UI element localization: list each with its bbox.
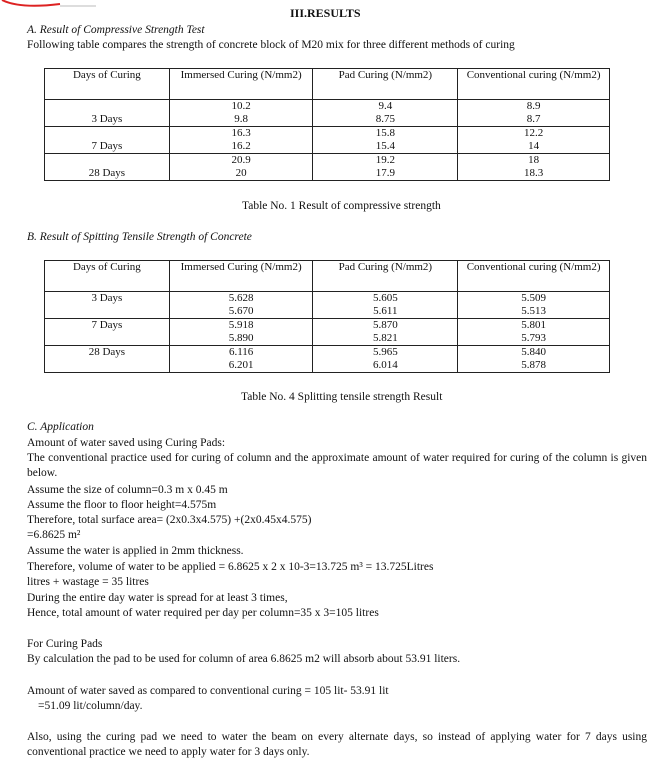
immersed-cell	[169, 154, 313, 181]
immersed-value: 6.201	[228, 359, 254, 371]
pad-value: 5.605	[372, 292, 398, 304]
spread-times-line: During the entire day water is spread for at least 3 times,	[27, 592, 288, 604]
pad-cell	[313, 100, 458, 127]
immersed-cell	[169, 100, 313, 127]
conventional-value: 5.793	[521, 332, 546, 344]
red-arc-logo-fragment	[0, 0, 96, 8]
pad-cell	[313, 319, 458, 346]
conventional-cell	[458, 100, 610, 127]
header-immersed: Immersed Curing (N/mm2)	[169, 261, 313, 292]
immersed-cell	[169, 127, 313, 154]
floor-height-line: Assume the floor to floor height=4.575m	[27, 499, 217, 511]
table-4-caption: Table No. 4 Splitting tensile strength Result	[241, 391, 443, 403]
table-row	[45, 154, 610, 181]
days-cell: 3 Days	[45, 292, 170, 319]
compressive-strength-table	[44, 68, 610, 181]
immersed-value: 16.3	[231, 127, 251, 139]
conventional-value: 5.513	[521, 305, 546, 317]
pad-value: 17.9	[375, 167, 395, 179]
surface-area-line: Therefore, total surface area= (2x0.3x4.575) +(2x0.45x4.575)	[27, 514, 312, 526]
section-title: III.RESULTS	[290, 6, 361, 20]
conventional-value: 5.801	[521, 319, 546, 331]
immersed-cell	[169, 319, 313, 346]
section-c-heading: C. Application	[27, 421, 94, 433]
days-cell: 7 Days	[45, 127, 170, 154]
section-a-intro: Following table compares the strength of concrete block of M20 mix for three different methods of curing	[27, 39, 515, 51]
pad-cell	[313, 127, 458, 154]
immersed-cell	[169, 346, 313, 373]
table-row	[45, 127, 610, 154]
conventional-cell	[458, 127, 610, 154]
header-days: Days of Curing	[45, 261, 170, 292]
wastage-line: litres + wastage = 35 litres	[27, 576, 149, 588]
curing-pads-heading: For Curing Pads	[27, 638, 103, 650]
pad-value: 6.014	[372, 359, 398, 371]
conventional-cell	[458, 346, 610, 373]
immersed-value: 5.628	[228, 292, 254, 304]
alternate-days-paragraph: Also, using the curing pad we need to water the beam on every alternate days, so instead of applying water for 7 days using conventional practice we need to apply water for 3 days only.	[27, 731, 647, 758]
water-saved-title: Amount of water saved using Curing Pads:	[27, 437, 226, 449]
conventional-cell	[458, 292, 610, 319]
pad-cell	[313, 346, 458, 373]
conventional-value: 18	[528, 154, 540, 166]
immersed-value: 20.9	[231, 154, 251, 166]
header-pad: Pad Curing (N/mm2)	[313, 261, 458, 292]
conventional-value: 8.7	[526, 113, 541, 125]
conventional-value: 5.840	[521, 346, 546, 358]
days-cell: 7 Days	[45, 319, 170, 346]
days-cell: 28 Days	[45, 346, 170, 373]
immersed-value: 16.2	[231, 140, 251, 152]
column-size-line: Assume the size of column=0.3 m x 0.45 m	[27, 484, 228, 496]
pad-value: 5.965	[372, 346, 398, 358]
pad-value: 19.2	[375, 154, 395, 166]
total-water-line: Hence, total amount of water required per day per column=35 x 3=105 litres	[27, 607, 379, 619]
section-a-heading: A. Result of Compressive Strength Test	[27, 24, 205, 36]
pad-value: 8.75	[375, 113, 395, 125]
pad-value: 15.8	[375, 127, 395, 139]
immersed-value: 6.116	[228, 346, 254, 358]
immersed-value: 5.670	[228, 305, 254, 317]
table-row	[45, 100, 610, 127]
water-thickness-line: Assume the water is applied in 2mm thickness.	[27, 545, 244, 557]
conventional-cell	[458, 154, 610, 181]
pad-value: 9.4	[378, 100, 393, 112]
water-volume-line: Therefore, volume of water to be applied = 6.8625 x 2 x 10-3=13.725 m³ = 13.725Litres	[27, 561, 434, 573]
pad-absorb-line: By calculation the pad to be used for column of area 6.8625 m2 will absorb about 53.91 liters.	[27, 653, 461, 665]
table-1-caption: Table No. 1 Result of compressive strength	[242, 200, 441, 212]
pad-value: 5.870	[372, 319, 398, 331]
header-conventional: Conventional curing (N/mm2)	[458, 261, 610, 292]
pad-value: 5.611	[373, 305, 398, 317]
surface-area-result: =6.8625 m²	[27, 529, 81, 541]
immersed-value: 5.918	[228, 319, 254, 331]
conventional-value: 18.3	[523, 167, 544, 179]
table-row	[45, 346, 610, 373]
header-pad: Pad Curing (N/mm2)	[313, 69, 458, 100]
conventional-value: 8.9	[526, 100, 541, 112]
pad-cell	[313, 292, 458, 319]
header-immersed: Immersed Curing (N/mm2)	[169, 69, 313, 100]
conventional-practice-paragraph: The conventional practice used for curing of column and the approximate amount of water required for curing of the column is given below.	[27, 452, 647, 479]
conventional-cell	[458, 319, 610, 346]
pad-value: 5.821	[372, 332, 398, 344]
immersed-value: 9.8	[234, 113, 248, 125]
immersed-value: 20	[235, 167, 247, 179]
immersed-cell	[169, 292, 313, 319]
section-b-heading: B. Result of Spitting Tensile Strength of Concrete	[27, 231, 252, 243]
table-row	[45, 319, 610, 346]
days-cell: 3 Days	[45, 100, 170, 127]
water-saved-result: =51.09 lit/column/day.	[38, 700, 143, 712]
header-days: Days of Curing	[45, 69, 170, 100]
pad-cell	[313, 154, 458, 181]
immersed-value: 10.2	[231, 100, 251, 112]
pad-value: 15.4	[375, 140, 395, 152]
tensile-strength-table	[44, 260, 610, 373]
conventional-value: 14	[528, 140, 540, 152]
conventional-value: 5.509	[521, 292, 546, 304]
water-saved-line: Amount of water saved as compared to conventional curing = 105 lit- 53.91 lit	[27, 685, 389, 697]
header-conventional: Conventional curing (N/mm2)	[458, 69, 610, 100]
table-row	[45, 292, 610, 319]
conventional-value: 12.2	[523, 127, 544, 139]
immersed-value: 5.890	[228, 332, 254, 344]
conventional-value: 5.878	[521, 359, 546, 371]
days-cell: 28 Days	[45, 154, 170, 181]
